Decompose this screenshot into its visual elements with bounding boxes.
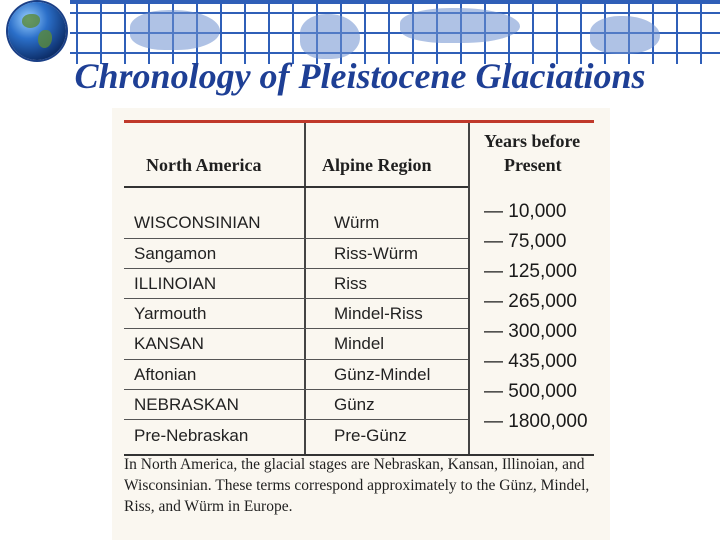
row-divider [124,419,468,420]
na-stage-3: Yarmouth [134,304,207,323]
years-value: — 300,000 [484,321,577,342]
years-value: — 435,000 [484,351,577,372]
years-value: — 10,000 [484,201,567,222]
alpine-stage-0: Würm [334,213,380,232]
years-value: — 265,000 [484,291,577,312]
column-divider-1 [304,123,306,456]
alpine-stage-7: Pre-Günz [334,426,407,445]
header-alpine-region: Alpine Region [322,155,432,175]
row-divider [124,238,468,239]
na-stage-7: Pre-Nebraskan [134,426,249,445]
glaciation-table [124,120,594,453]
scanned-table-image [112,108,610,540]
years-value: — 1800,000 [484,411,588,432]
alpine-stage-3: Mindel-Riss [334,304,423,323]
na-stage-1: Sangamon [134,244,217,263]
page-title: Chronology of Pleistocene Glaciations [74,56,646,96]
table-caption: In North America, the glacial stages are Nebraskan, Kansan, Illinoian, and Wisconsinian. These terms correspond approximately to the Günz, Mindel, Riss, and Würm in Europe. [124,456,590,515]
na-stage-4: KANSAN [134,334,204,353]
alpine-stage-5: Günz-Mindel [334,365,431,384]
row-divider [124,328,468,329]
years-value: — 75,000 [484,231,567,252]
na-stage-0: WISCONSINIAN [134,213,261,232]
column-divider-2 [468,123,470,456]
na-stage-5: Aftonian [134,365,197,384]
row-divider [124,359,468,360]
na-stage-6: NEBRASKAN [134,395,239,414]
header-years-line1: Years before [484,131,581,151]
row-divider [124,268,468,269]
alpine-stage-2: Riss [334,274,368,293]
alpine-stage-4: Mindel [334,334,385,353]
na-stage-2: ILLINOIAN [134,274,217,293]
alpine-stage-1: Riss-Würm [334,244,419,263]
alpine-stage-6: Günz [334,395,375,414]
header-years-line2: Present [504,155,562,175]
row-divider [124,298,468,299]
header-north-america: North America [146,155,262,175]
header-divider [124,186,468,188]
years-value: — 125,000 [484,261,577,282]
years-value: — 500,000 [484,381,577,402]
globe-icon [8,2,66,60]
row-divider [124,389,468,390]
